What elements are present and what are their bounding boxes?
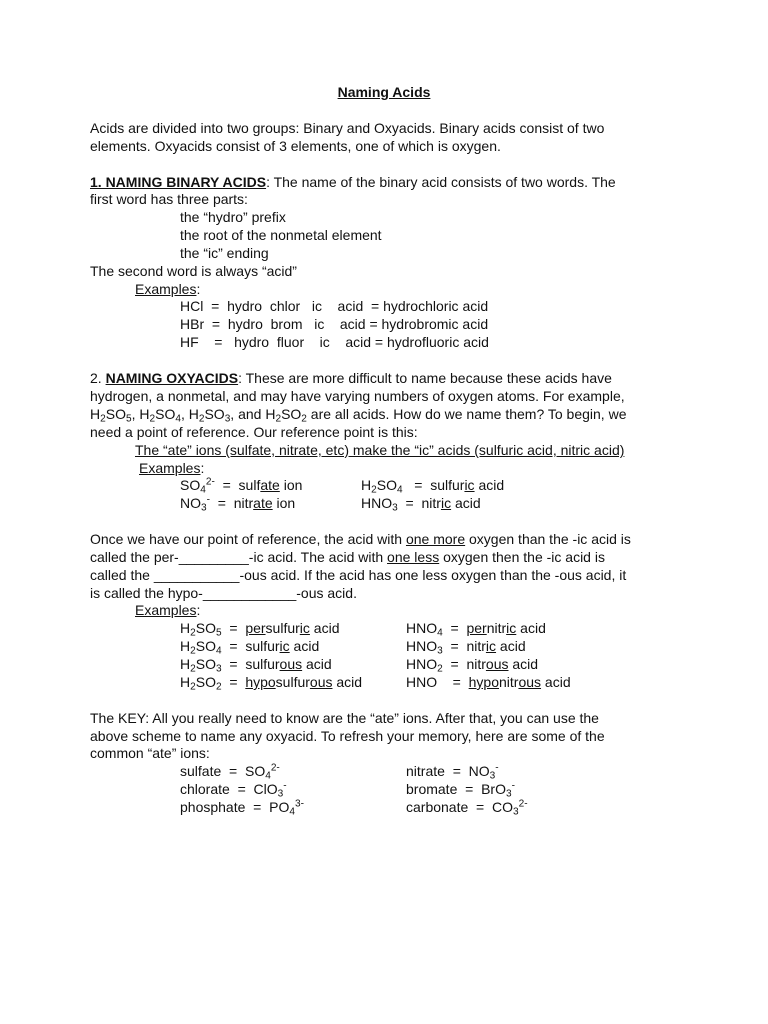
prefix-examples-label: Examples bbox=[135, 602, 197, 618]
binary-heading: 1. NAMING BINARY ACIDS bbox=[90, 174, 267, 190]
oxy-line-3: $H_2SO_5$, $H_2SO_4$, $H_2SO_3$, and $H_2SO_2$ are all acids. How do we name them? To begin, we bbox=[90, 406, 627, 425]
key-line-3: common “ate” ions: bbox=[90, 745, 210, 761]
binary-part-2: the root of the nonmetal element bbox=[180, 227, 382, 243]
key-line-2: above scheme to name any oxyacid. To refresh your memory, here are some of the bbox=[90, 728, 605, 744]
binary-examples-label-line bbox=[135, 281, 200, 299]
oxy-number: 2. bbox=[90, 370, 106, 386]
oxy-heading-line bbox=[90, 370, 612, 388]
prefix-line-1: Once we have our point of reference, the acid with one more oxygen than the -ic acid is bbox=[90, 531, 631, 547]
intro-line-1: Acids are divided into two groups: Binary and Oxyacids. Binary acids consist of two bbox=[90, 120, 605, 136]
hyposulfurous-example: $H_2SO_2$ = hyposulfurous acid bbox=[180, 674, 363, 693]
oxy-examples-label: Examples bbox=[139, 460, 201, 476]
nitric-acid-example: $HNO_3$ = nitric acid bbox=[361, 495, 481, 514]
prefix-line-3: called the ___________-ous acid. If the acid has one less oxygen than the -ous acid, it bbox=[90, 567, 627, 583]
prefix-examples-label-line bbox=[135, 602, 200, 620]
oxy-line-1: : These are more difficult to name because these acids have bbox=[238, 370, 612, 386]
oxy-heading: NAMING OXYACIDS bbox=[105, 370, 239, 386]
prefix-line-4: is called the hypo-____________-ous acid. bbox=[90, 585, 357, 601]
binary-heading-line bbox=[90, 174, 616, 192]
sulfurous-example: $H_2SO_3$ = sulfurous acid bbox=[180, 656, 332, 675]
oxy-examples-colon: : bbox=[200, 460, 205, 476]
binary-line-1: : The name of the binary acid consists of two words. The bbox=[266, 174, 616, 190]
oxy-reference-rule: The “ate” ions (sulfate, nitrate, etc) make the “ic” acids (sulfuric acid, nitric acid) bbox=[135, 442, 625, 458]
nitric-example: $HNO_3$ = nitric acid bbox=[406, 638, 526, 657]
binary-example-hf: HF = hydro fluor ic acid = hydrofluoric acid bbox=[180, 334, 489, 350]
binary-examples-label: Examples bbox=[135, 281, 197, 297]
hyponitrous-example: HNO = hyponitrous acid bbox=[406, 674, 571, 690]
page-title: Naming Acids bbox=[337, 84, 431, 100]
persulfuric-example: $H_2SO_5$ = persulfuric acid bbox=[180, 620, 340, 639]
key-line-1: The KEY: All you really need to know are the “ate” ions. After that, you can use the bbox=[90, 710, 599, 726]
binary-example-hcl: HCl = hydro chlor ic acid = hydrochloric acid bbox=[180, 298, 489, 314]
oxy-examples-label-line bbox=[139, 460, 204, 478]
sulfuric-example: $H_2SO_4$ = sulfuric acid bbox=[180, 638, 320, 657]
intro-line-2: elements. Oxyacids consist of 3 elements, one of which is oxygen. bbox=[90, 138, 501, 154]
ion-nitrate: nitrate = $NO_3^-$ bbox=[406, 762, 499, 782]
oxy-line-2: hydrogen, a nonmetal, and may have varying numbers of oxygen atoms. For example, bbox=[90, 388, 625, 404]
ion-phosphate: phosphate = $PO_4^{3-}$ bbox=[180, 798, 304, 818]
ion-bromate: bromate = BrO$_3$- bbox=[406, 780, 515, 800]
sulfuric-acid-example: $H_2SO_4$ = sulfuric acid bbox=[361, 477, 505, 496]
prefix-examples-colon: : bbox=[196, 602, 201, 618]
ion-sulfate: sulfate = $SO_4^{2-}$ bbox=[180, 762, 280, 782]
prefix-line-2: called the per-_________-ic acid. The acid with one less oxygen then the -ic acid is bbox=[90, 549, 605, 565]
binary-example-hbr: HBr = hydro brom ic acid = hydrobromic acid bbox=[180, 316, 489, 332]
oxy-line-4: need a point of reference. Our reference point is this: bbox=[90, 424, 418, 440]
one-less-emphasis: one less bbox=[387, 549, 440, 565]
binary-second-word: The second word is always “acid” bbox=[90, 263, 297, 279]
binary-part-3: the “ic” ending bbox=[180, 245, 269, 261]
one-more-emphasis: one more bbox=[405, 531, 466, 547]
ion-carbonate: carbonate = $CO_3^{2-}$ bbox=[406, 798, 528, 818]
nitrate-ion-example: $NO_3^-$ = nitrate ion bbox=[180, 494, 296, 514]
pernitric-example: $HNO_4$ = pernitric acid bbox=[406, 620, 546, 639]
nitrous-example: $HNO_2$ = nitrous acid bbox=[406, 656, 539, 675]
sulfate-ion-example: $SO_4^{2-}$ = sulfate ion bbox=[180, 476, 303, 496]
ion-chlorate: chlorate = ClO$_3$- bbox=[180, 780, 287, 800]
binary-part-1: the “hydro” prefix bbox=[180, 209, 286, 225]
binary-examples-colon: : bbox=[196, 281, 201, 297]
binary-line-2: first word has three parts: bbox=[90, 191, 248, 207]
